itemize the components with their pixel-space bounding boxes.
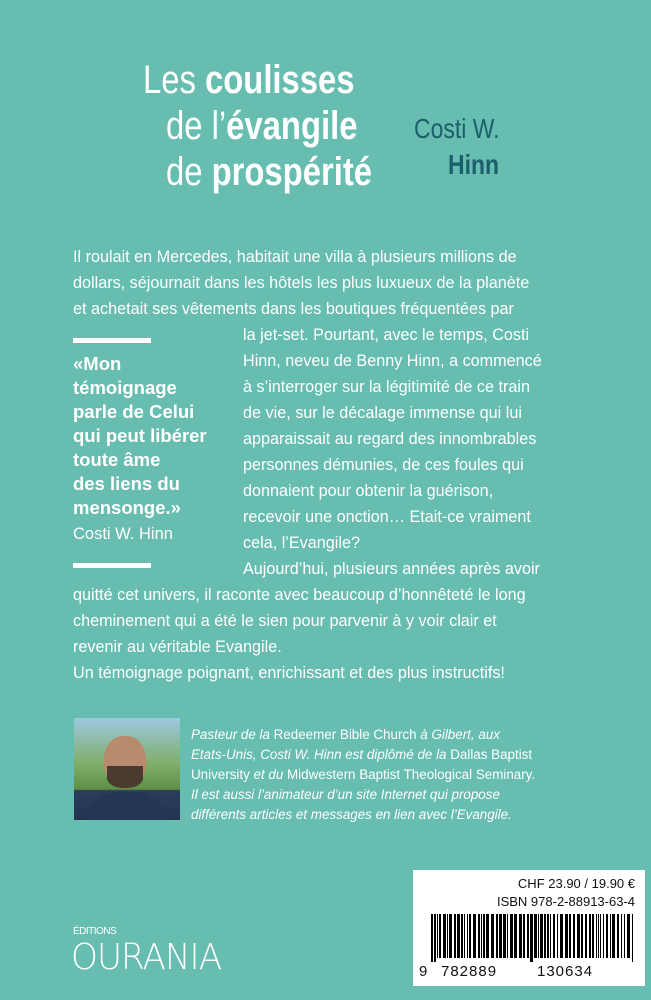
barcode-bar [577,914,580,958]
barcode-bar [538,914,539,958]
barcode-bar [499,914,502,958]
barcode-group-2: 130634 [537,963,594,980]
barcode-bar [491,914,494,958]
isbn: ISBN 978-2-88913-63-4 [496,894,635,909]
barcode-bar [469,914,471,958]
barcode-bar [603,914,604,958]
blurb-line: personnes démunies, de ces foules qui [243,456,524,474]
barcode-bar [527,914,529,958]
barcode-label [413,870,645,986]
author-photo [74,718,180,820]
barcode-bar [534,914,537,958]
bio-line-5: différents articles et messages en lien avec l’Evangile. [191,807,512,822]
barcode-bar [569,914,571,958]
barcode-bar [473,914,476,958]
barcode-bar [553,914,555,958]
barcode-bar [496,914,498,958]
title-line-1: Les coulisses [143,58,355,102]
blurb-line: donnaient pour obtenir la guérison, [243,482,494,500]
blurb-line: apparaissait au regard des innombrables [243,430,537,448]
blurb-line: et achetait ses vêtements dans les boutiques fréquentées par [73,300,514,318]
quote-line: des liens du [73,473,180,494]
blurb-line: cela, l’Evangile? [243,534,360,552]
barcode-bar [457,914,460,958]
barcode-bar [437,914,438,958]
barcode-bar [557,914,558,958]
blurb-line: cheminement qui a été le sien pour parvenir à y voir clair et [73,612,497,630]
barcode-bar [510,914,513,958]
barcode-bar [598,914,599,958]
barcode-bar [519,914,522,958]
title-line-2: de l’évangile [166,104,358,148]
barcode-bar [431,914,433,962]
barcode-bar [627,914,630,958]
quote-bottom-rule [73,563,151,568]
barcode-bar [610,914,611,958]
blurb-line: quitté cet univers, il raconte avec beaucoup d’honnêteté le long [73,586,526,604]
blurb-line: Hinn, neveu de Benny Hinn, a commencé [243,352,542,370]
barcode-bar [449,914,452,958]
blurb-line: à s’interroger sur la légitimité de ce train [243,378,531,396]
barcode-bar [447,914,448,958]
barcode-bar [439,914,441,958]
barcode-bar [443,914,446,958]
blurb-line: Il roulait en Mercedes, habitait une villa à plusieurs millions de [73,248,517,266]
barcode-bar [481,914,482,958]
quote-line: mensonge.» [73,497,181,518]
blurb-line: dollars, séjournait dans les hôtels les plus luxueux de la planète [73,274,530,292]
blurb-line: de vie, sur le décalage immense qui lui [243,404,522,422]
barcode-bar [454,914,456,958]
barcode [431,914,637,962]
barcode-bar [560,914,563,958]
barcode-bar [540,914,543,958]
price: CHF 23.90 / 19.90 € [517,876,635,891]
barcode-bar [621,914,622,958]
quote-line: «Mon [73,353,122,374]
quote-line: témoignage [73,377,177,398]
barcode-bar [434,914,436,962]
quote-line: toute âme [73,449,161,470]
bio-line-2: Etats-Unis, Costi W. Hinn est diplômé de la Dallas Baptist [191,747,533,762]
author-first: Costi W. [414,113,500,144]
author-last: Hinn [448,149,500,180]
bio-line-3: University et du Midwestern Baptist Theological Seminary. [191,767,536,782]
quote-top-rule [73,338,151,343]
barcode-bar [585,914,587,958]
barcode-bar [530,914,533,962]
barcode-bar [514,914,517,958]
barcode-bar [596,914,597,958]
publisher-small: ÉDITIONS [73,926,117,937]
barcode-bar [573,914,575,958]
blurb-line: recevoir une onction… Etait-ce vraiment [243,508,531,526]
barcode-bar [600,914,601,958]
bio-line-1: Pasteur de la Redeemer Bible Church à Gilbert, aux [191,727,500,742]
quote-line: qui peut libérer [73,425,207,446]
bio-line-4: Il est aussi l’animateur d’un site Internet qui propose [191,787,500,802]
title-line-3: de prospérité [166,150,372,194]
barcode-lead-digit: 9 [419,963,428,980]
barcode-bar [617,914,619,958]
barcode-bar [589,914,591,958]
barcode-bar [612,914,615,958]
quote-line: parle de Celui [73,401,195,422]
barcode-bar [483,914,485,958]
barcode-group-1: 782889 [441,963,498,980]
blurb-line: Aujourd’hui, plusieurs années après avoir [243,560,540,578]
barcode-bar [606,914,608,958]
barcode-bar [478,914,480,958]
barcode-bar [464,914,465,958]
barcode-bar [624,914,625,958]
barcode-bar [467,914,468,958]
barcode-bar [544,914,546,958]
quote-attribution: Costi W. Hinn [73,525,173,543]
barcode-bar [592,914,594,958]
barcode-bar [503,914,506,958]
barcode-bar [523,914,525,958]
barcode-bar [581,914,583,958]
blurb-line: revenir au véritable Evangile. [73,638,282,656]
publisher-logo: OURANIA [71,937,222,978]
barcode-bar [632,914,633,962]
barcode-bar [486,914,489,958]
barcode-bar [565,914,568,958]
barcode-bar [507,914,508,958]
blurb-line: la jet-set. Pourtant, avec le temps, Costi [243,326,530,344]
barcode-bar [550,914,551,958]
barcode-bar [461,914,463,958]
blurb-line: Un témoignage poignant, enrichissant et des plus instructifs! [73,664,505,682]
barcode-bar [547,914,549,958]
